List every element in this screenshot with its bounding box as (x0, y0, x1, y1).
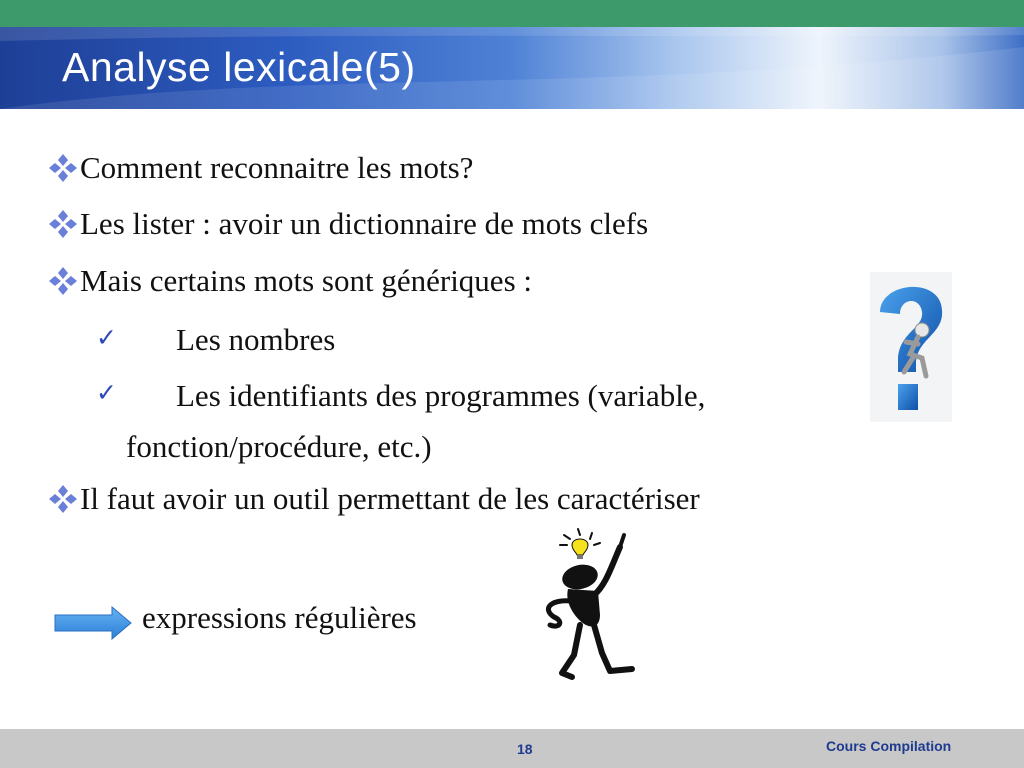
checkmark-icon: ✓ (96, 378, 117, 407)
sub-bullet-item: Les identifiants des programmes (variable, (176, 378, 706, 413)
page-number: 18 (517, 741, 533, 757)
bullet-item: Il faut avoir un outil permettant de les caractériser (80, 481, 700, 516)
sub-bullet-continuation: fonction/procédure, etc.) (126, 429, 432, 464)
right-arrow-icon (54, 606, 132, 640)
bullet-item: Comment reconnaitre les mots? (80, 150, 474, 185)
top-accent-band (0, 0, 1024, 27)
slide-title: Analyse lexicale(5) (62, 44, 416, 90)
course-label: Cours Compilation (826, 738, 952, 754)
conclusion-text: expressions régulières (142, 600, 417, 635)
diamond-bullet-icon (48, 266, 78, 296)
title-bar (0, 27, 1024, 109)
lightbulb-idea-figure-icon (534, 525, 646, 683)
question-mark-figure-icon (870, 272, 952, 422)
sub-bullet-item: Les nombres (176, 322, 336, 357)
diamond-bullet-icon (48, 153, 78, 183)
bullet-item: Mais certains mots sont génériques : (80, 263, 532, 298)
checkmark-icon: ✓ (96, 323, 117, 352)
bullet-item: Les lister : avoir un dictionnaire de mots clefs (80, 206, 649, 241)
diamond-bullet-icon (48, 484, 78, 514)
diamond-bullet-icon (48, 209, 78, 239)
